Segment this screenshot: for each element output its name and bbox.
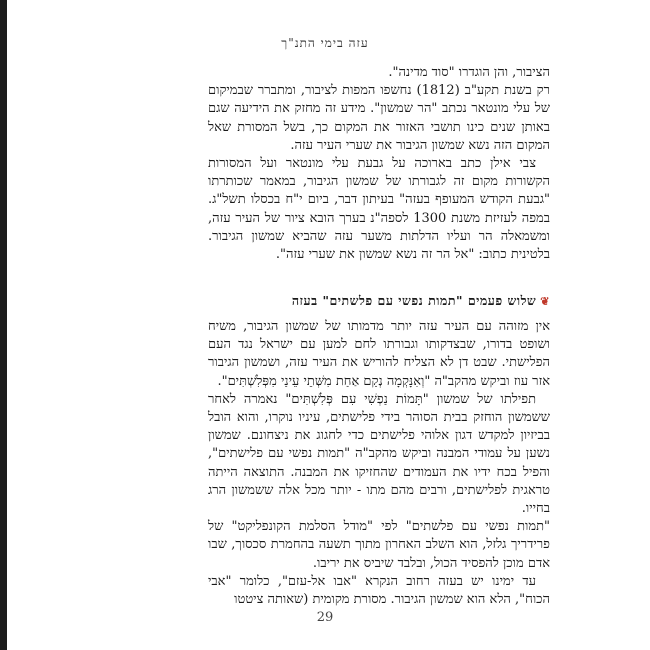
paragraph: צבי אילן כתב בארוכה על גבעת עלי מונטאר ועל המסורות הקשורות מקום זה לגבורתו של שמשון הגיבור, במאמר שכותרתו "גבעת הקודש המעופף בעזה" בעיתון דבר, ביום י"ח בכסלו תשל"ג. במפה לעזיזת משנת 1300 לספה"נ בערך הובא ציור של העיר עזה, ומשמאלה הר ועליו הדלתות משער עזה שהביא שמשון הגיבור. בלטינית כתוב: "אל הר זה נשא שמשון את שערי עזה". bbox=[208, 156, 550, 263]
text-block-one bbox=[208, 64, 550, 264]
running-header: עזה בימי התנ"ך bbox=[281, 36, 369, 50]
section-heading bbox=[208, 293, 550, 309]
paragraph: תפילתו של שמשון "תָּמוֹת נַפְשִׁי עִם פְּלִשְׁתִּים" נאמרה לאחר ששמשון הוחזק בבית הסוהר בידי פלישתים, עיניו נוקרו, והוא הובל בביזיון למקדש דגון אלוהי פלישתים כדי לחגוג את ניצחונם. שמשון נשען על עמודי המבנה וביקש מהקב"ה "תמות נפשי עם פלישתים", והפיל בכח ידיו את העמודים שהחזיקו את המבנה. התוצאה הייתה טראגית לפלישתים, ורבים מהם מתו - יותר מכל אלה ששמשון הרג בחייו. bbox=[208, 391, 550, 517]
paragraph: עד ימינו יש בעזה רחוב הנקרא "אבו אל-עזם", כלומר "אבי הכוח", הלא הוא שמשון הגיבור. מסורת מקומית (שאותה ציטטו bbox=[208, 573, 550, 608]
paragraph: אין מזוהה עם העיר עזה יותר מדמותו של שמשון הגיבור, משיח ושופט בדורו, שבצדקותו וגבורתו לחם למען עם ישראל נגד העם הפלישתי. שבט דן לא הצליח להוריש את העיר עזה, ושמשון הגיבור אזר עוז וביקש מהקב"ה "וְאִנָּקְמָה נְקַם אַחַת מִשְּׁתֵי עֵינַי מִפְּלִשְׁתִּים". bbox=[208, 319, 550, 389]
paragraph: "תמות נפשי עם פלשתים" לפי "מודל הסלמת הקונפליקט" של פרידריך גלזל, הוא השלב האחרון מתוך תשעה בהחמרת סכסוך, שבו אדם מוכן להפסיד הכול, ובלבד שיביס את יריבו. bbox=[208, 519, 550, 571]
section-heading-text: שלוש פעמים "תמות נפשי עם פלשתים" בעזה bbox=[291, 293, 537, 308]
page-binding-edge bbox=[0, 0, 7, 650]
page-number: 29 bbox=[316, 610, 334, 625]
text-block-two bbox=[208, 318, 550, 609]
paragraph: רק בשנת תקע"ב (1812) נחשפו המפות לציבור, ומתברר שבמיקום של עלי מונטאר נכתב "הר שמשון". מידע זה מחזק את הידיעה שגם באותן שנים כינו תושבי האזור את המקום כך, בשל המסורת שאל המקום הזה נשא שמשון הגיבור את שערי העיר עזה. bbox=[208, 83, 550, 153]
paragraph: הציבור, והן הוגדרו "סוד מדינה". bbox=[388, 65, 550, 80]
leaf-ornament-icon: ❦ bbox=[540, 295, 550, 308]
